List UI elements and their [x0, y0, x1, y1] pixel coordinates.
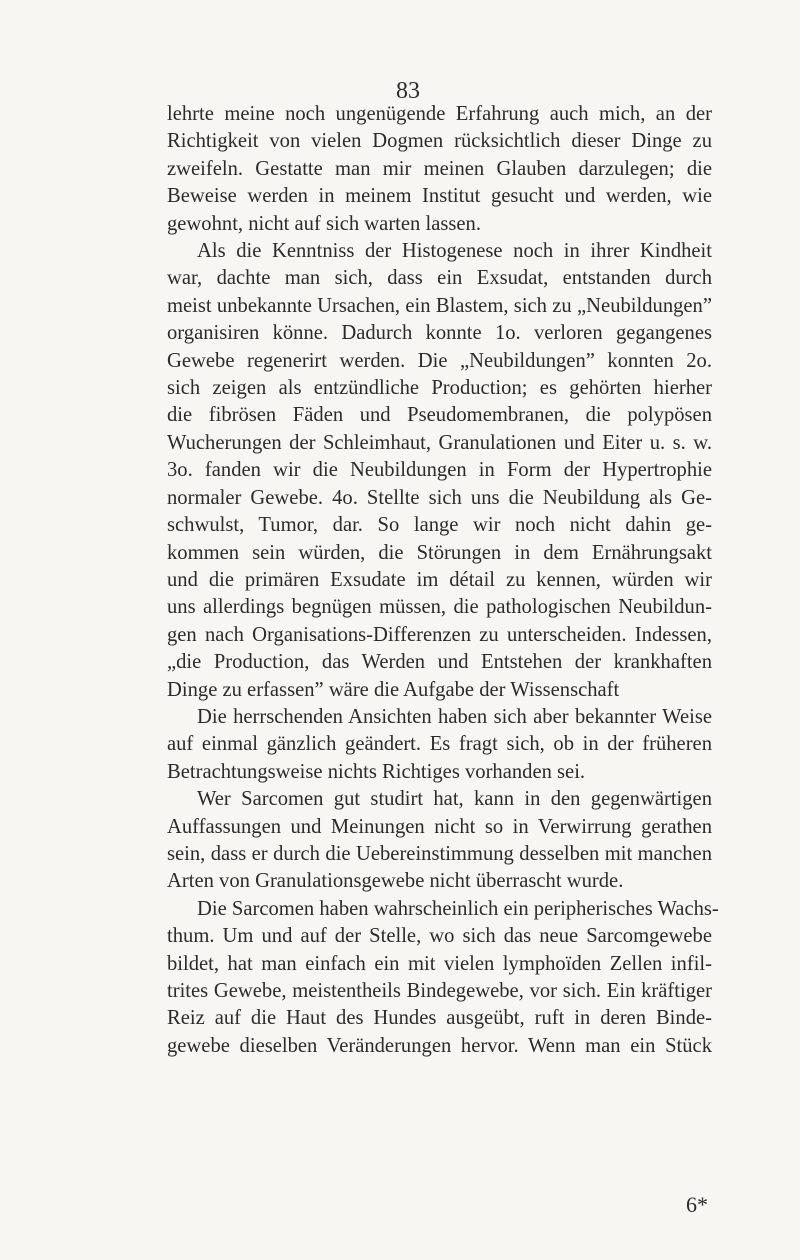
text-line: gewohnt, nicht auf sich warten lassen. — [167, 212, 481, 235]
text-line: trites Gewebe, meistentheils Bindegewebe, vor sich. Ein kräftiger — [167, 980, 712, 1002]
text-line: war, dachte man sich, dass ein Exsudat, entstanden durch — [167, 267, 712, 290]
text-line: und die primären Exsudate im détail zu kennen, würden wir — [167, 568, 712, 591]
text-line: lehrte meine noch ungenügende Erfahrung auch mich, an der — [167, 103, 712, 125]
text-line: bildet, hat man einfach ein mit vielen lymphoïden Zellen infil- — [167, 952, 712, 975]
text-line: Reiz auf die Haut des Hundes ausgeübt, ruft in deren Binde- — [167, 1007, 712, 1030]
text-line: Wucherungen der Schleimhaut, Granulationen und Eiter u. s. w. — [167, 431, 712, 454]
text-line: Beweise werden in meinem Institut gesucht und werden, wie — [167, 185, 712, 208]
text-line: gen nach Organisations-Differenzen zu unterscheiden. Indessen, — [167, 623, 712, 646]
text-line: thum. Um und auf der Stelle, wo sich das neue Sarcomgewebe — [167, 925, 712, 948]
text-line: 3o. fanden wir die Neubildungen in Form der Hypertrophie — [167, 459, 712, 482]
page-number: 83 — [396, 78, 420, 104]
text-line: Wer Sarcomen gut studirt hat, kann in den gegenwärtigen — [197, 788, 712, 811]
text-line: Betrachtungsweise nichts Richtiges vorhanden sei. — [167, 760, 586, 783]
text-line: auf einmal gänzlich geändert. Es fragt sich, ob in der früheren — [167, 733, 712, 756]
text-line: sich zeigen als entzündliche Production; es gehörten hierher — [167, 377, 712, 400]
text-line: Dinge zu erfassen” wäre die Aufgabe der Wissenschaft — [167, 678, 620, 701]
text-line: Gewebe regenerirt werden. Die „Neubildungen” konnten 2o. — [167, 349, 712, 372]
text-line: sein, dass er durch die Uebereinstimmung desselben mit manchen — [167, 842, 712, 865]
text-line: „die Production, das Werden und Entstehen der krankhaften — [167, 651, 712, 674]
text-line: Als die Kenntniss der Histogenese noch in ihrer Kindheit — [197, 240, 712, 263]
text-line: Die herrschenden Ansichten haben sich aber bekannter Weise — [197, 705, 712, 728]
body-text — [167, 101, 719, 1060]
text-line: gewebe dieselben Veränderungen hervor. Wenn man ein Stück — [167, 1034, 712, 1057]
text-line: schwulst, Tumor, dar. So lange wir noch nicht dahin ge- — [167, 514, 712, 537]
text-line: zweifeln. Gestatte man mir meinen Glauben darzulegen; die — [167, 157, 712, 180]
text-line: uns allerdings begnügen müssen, die pathologischen Neubildun- — [167, 596, 712, 619]
text-line: Arten von Granulationsgewebe nicht überrascht wurde. — [167, 870, 624, 893]
text-line: kommen sein würden, die Störungen in dem Ernährungsakt — [167, 541, 712, 564]
text-line: organisiren könne. Dadurch konnte 1o. verloren gegangenes — [167, 322, 712, 345]
text-line: Auffassungen und Meinungen nicht so in Verwirrung gerathen — [167, 815, 712, 838]
text-line: normaler Gewebe. 4o. Stellte sich uns die Neubildung als Ge- — [167, 486, 712, 509]
text-line: Richtigkeit von vielen Dogmen rücksichtlich dieser Dinge zu — [167, 130, 712, 153]
signature-mark: 6* — [686, 1192, 708, 1217]
text-line: meist unbekannte Ursachen, ein Blastem, sich zu „Neubildungen” — [167, 294, 712, 317]
text-line: Die Sarcomen haben wahrscheinlich ein peripherisches Wachs- — [197, 897, 719, 920]
text-line: die fibrösen Fäden und Pseudomembranen, die polypösen — [167, 404, 712, 427]
